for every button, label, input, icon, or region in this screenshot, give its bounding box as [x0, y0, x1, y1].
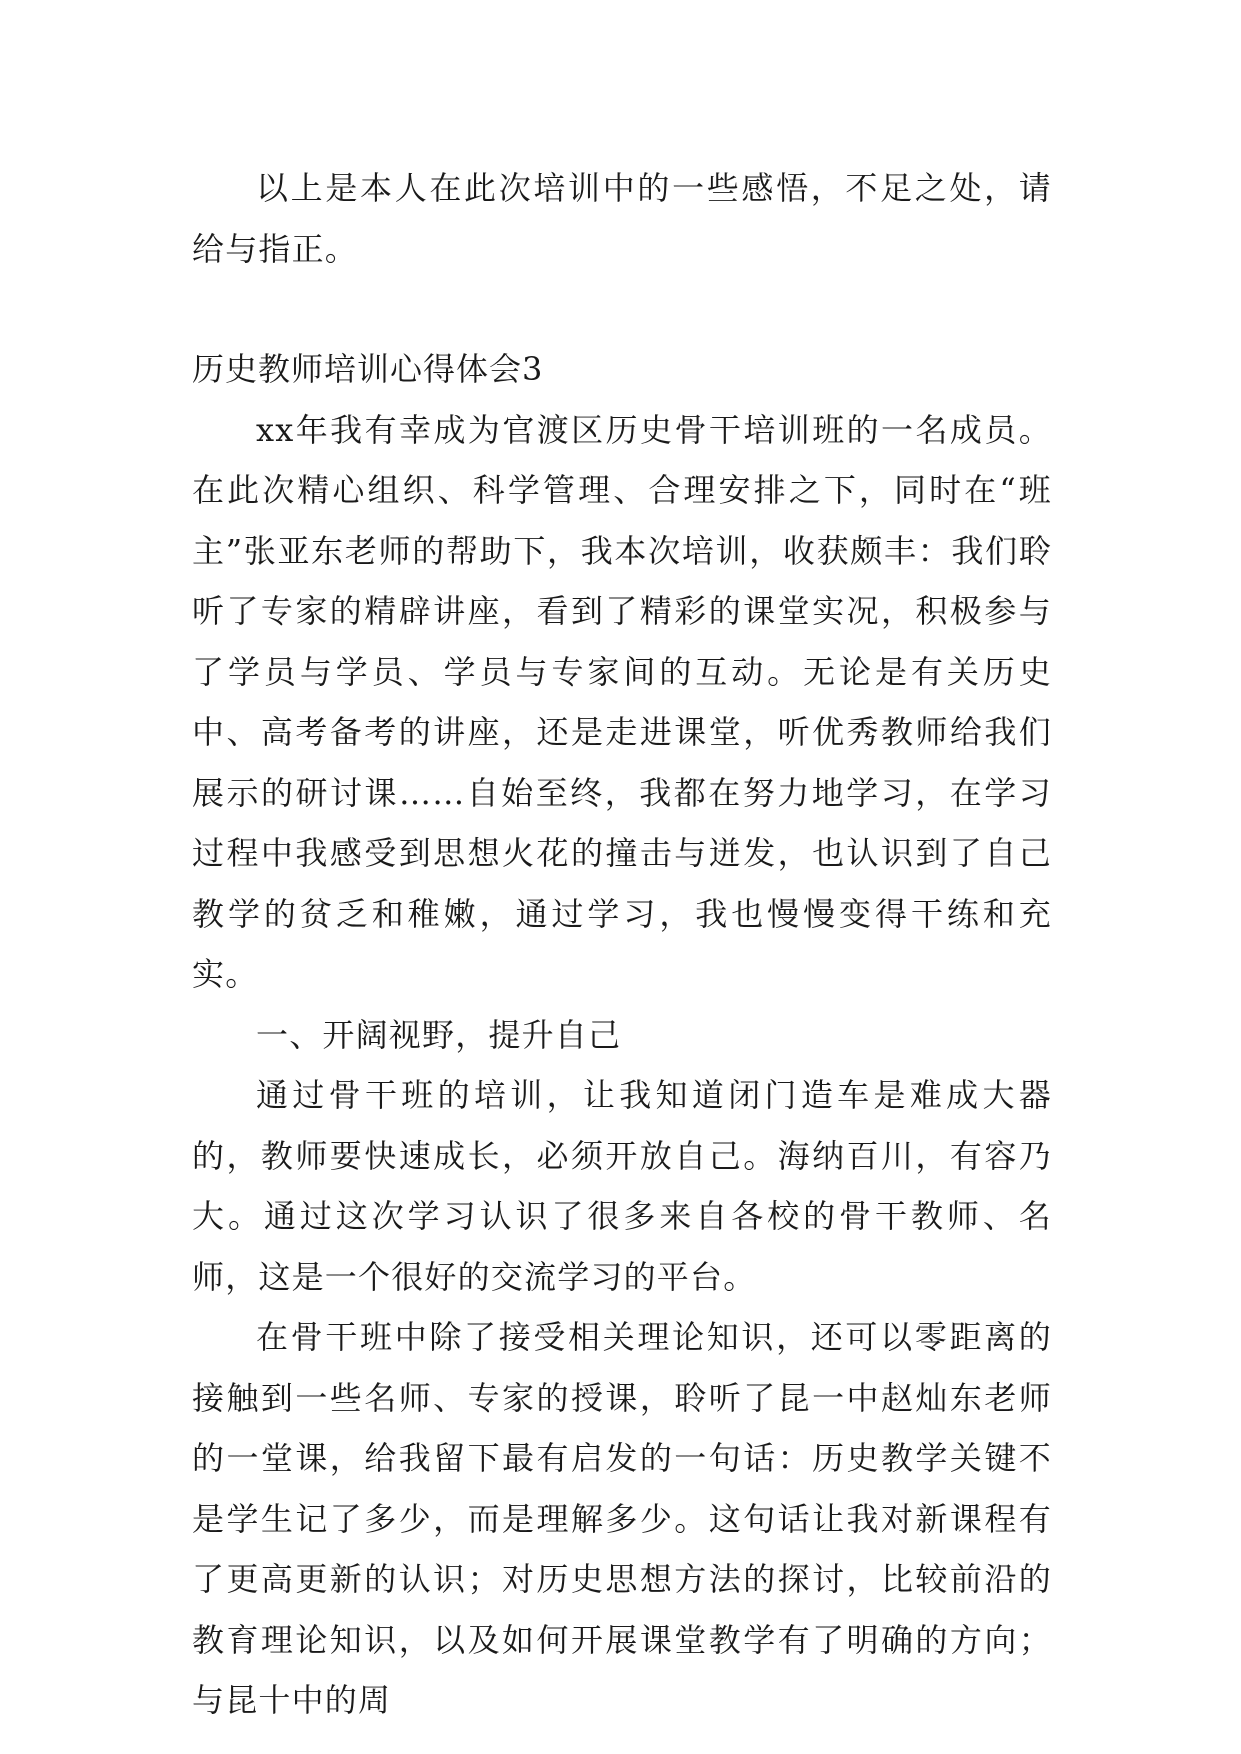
- subheading-broaden-horizons: 一、开阔视野，提升自己: [256, 1015, 622, 1054]
- body-paragraph: 通过骨干班的培训，让我知道闭门造车是难成大器的，教师要快速成长，必须开放自己。海纳百川，有容乃大。通过这次学习认识了很多来自各校的骨干教师、名师，这是一个很好的交流学习的平台。: [192, 1076, 1052, 1296]
- section-title: 历史教师培训心得体会3: [192, 350, 544, 388]
- closing-paragraph: 以上是本人在此次培训中的一些感悟，不足之处，请给与指正。: [192, 169, 1052, 268]
- intro-paragraph: xx年我有幸成为官渡区历史骨干培训班的一名成员。在此次精心组织、科学管理、合理安排之下，同时在“班主”张亚东老师的帮助下，我本次培训，收获颇丰：我们聆听了专家的精辟讲座，看到了精彩的课堂实况，积极参与了学员与学员、学员与专家间的互动。无论是有关历史中、高考备考的讲座，还是走进课堂，听优秀教师给我们展示的研讨课……自始至终，我都在努力地学习，在学习过程中我感受到思想火花的撞击与迸发，也认识到了自己教学的贫乏和稚嫩，通过学习，我也慢慢变得干练和充实。: [192, 410, 1052, 993]
- body-paragraph: 在骨干班中除了接受相关理论知识，还可以零距离的接触到一些名师、专家的授课，聆听了昆一中赵灿东老师的一堂课，给我留下最有启发的一句话：历史教学关键不是学生记了多少，而是理解多少。这句话让我对新课程有了更高更新的认识；对历史思想方法的探讨，比较前沿的教育理论知识，以及如何开展课堂教学有了明确的方向；与昆十中的周: [192, 1318, 1052, 1719]
- document-body: [192, 158, 1052, 1731]
